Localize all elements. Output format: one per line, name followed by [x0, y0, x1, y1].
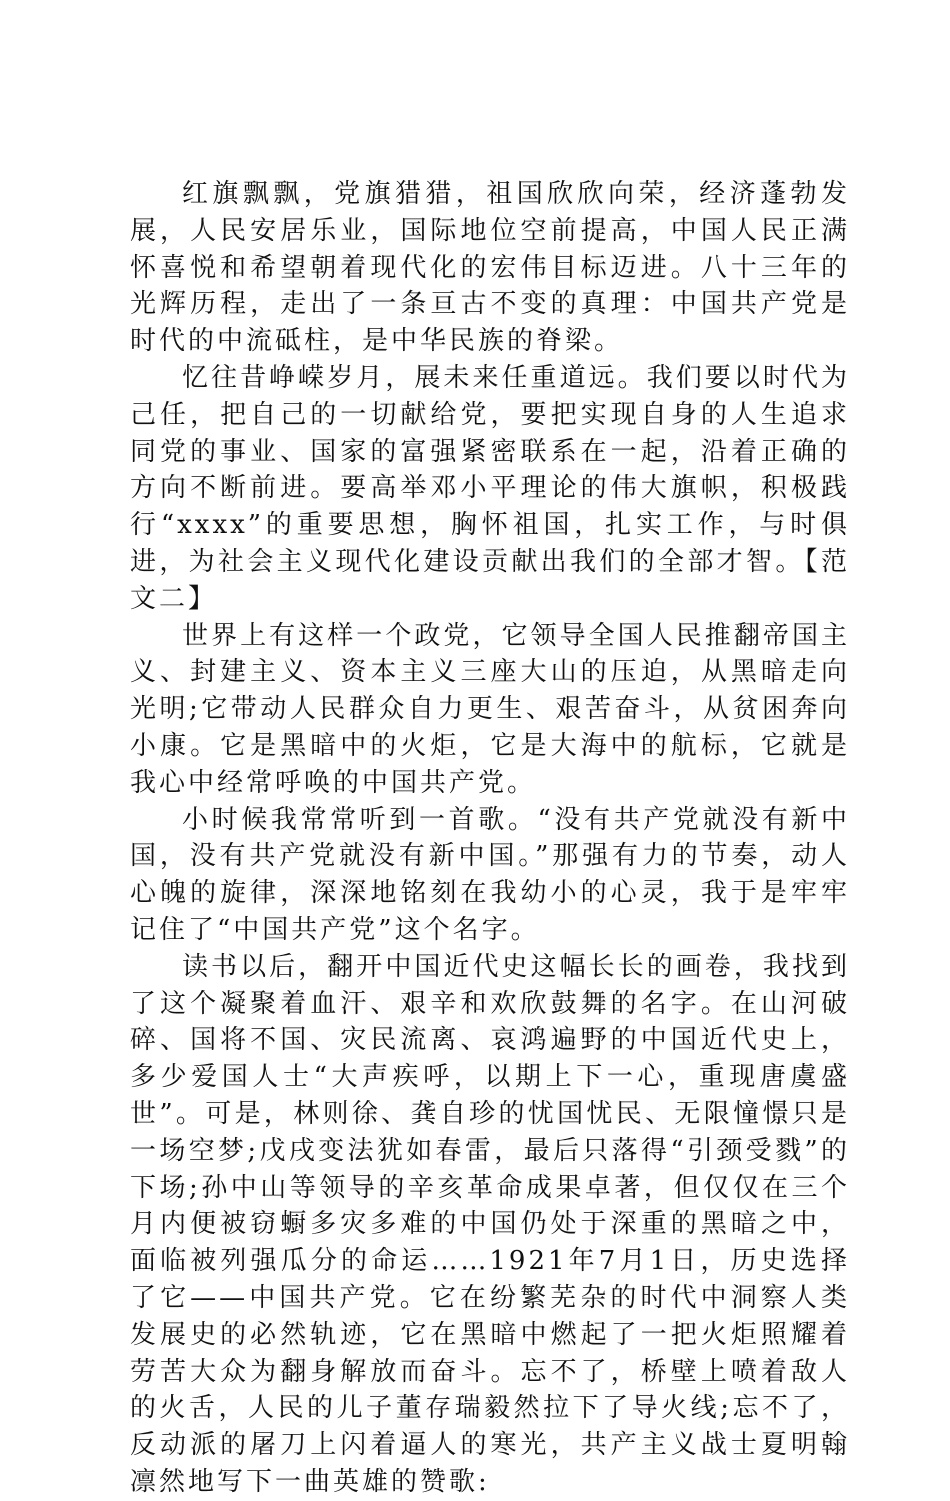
paragraph-2: 忆往昔峥嵘岁月，展未来任重道远。我们要以时代为己任，把自己的一切献给党，要把实现自身的人生追求同党的事业、国家的富强紧密联系在一起，沿着正确的方向不断前进。要高举邓小平理论的伟大旗帜，积极践行“xxxx”的重要思想，胸怀祖国，扎实工作，与时俱进，为社会主义现代化建设贡献出我们的全部才智。【范文二】 [130, 362, 850, 614]
paragraph-1: 红旗飘飘，党旗猎猎，祖国欣欣向荣，经济蓬勃发展，人民安居乐业，国际地位空前提高，中国人民正满怀喜悦和希望朝着现代化的宏伟目标迈进。八十三年的光辉历程，走出了一条亘古不变的真理：中国共产党是时代的中流砥柱，是中华民族的脊梁。 [130, 179, 850, 357]
paragraph-5: 读书以后，翻开中国近代史这幅长长的画卷，我找到了这个凝聚着血汗、艰辛和欢欣鼓舞的名字。在山河破碎、国将不国、灾民流离、哀鸿遍野的中国近代史上，多少爱国人士“大声疾呼，以期上下一心，重现唐虞盛世”。可是，林则徐、龚自珍的忧国忧民、无限憧憬只是一场空梦;戊戌变法犹如春雷，最后只落得“引颈受戮”的下场;孙中山等领导的辛亥革命成果卓著，但仅仅在三个月内便被窃蟵多灾多难的中国仍处于深重的黑暗之中，面临被列强瓜分的命运……1921年7月1日，历史选择了它——中国共产党。它在纷繁芜杂的时代中洞察人类发展史的必然轨迹，它在黑暗中燃起了一把火炬照耀着劳苦大众为翻身解放而奋斗。忘不了，桥壁上喷着敌人的火舌，人民的儿子董存瑞毅然拉下了导火线;忘不了，反动派的屠刀上闪着逼人的寒光，共产主义战士夏明翰凛然地写下一曲英雄的赞歌: [130, 951, 850, 1497]
document-body [130, 176, 850, 1501]
paragraph-3: 世界上有这样一个政党，它领导全国人民推翻帝国主义、封建主义、资本主义三座大山的压迫，从黑暗走向光明;它带动人民群众自力更生、艰苦奋斗，从贫困奔向小康。它是黑暗中的火炬，它是大海中的航标，它就是我心中经常呼唤的中国共产党。 [130, 620, 850, 798]
paragraph-4: 小时候我常常听到一首歌。“没有共产党就没有新中国，没有共产党就没有新中国。”那强有力的节奏，动人心魄的旋律，深深地铭刻在我幼小的心灵，我于是牢牢记住了“中国共产党”这个名字。 [130, 804, 850, 945]
